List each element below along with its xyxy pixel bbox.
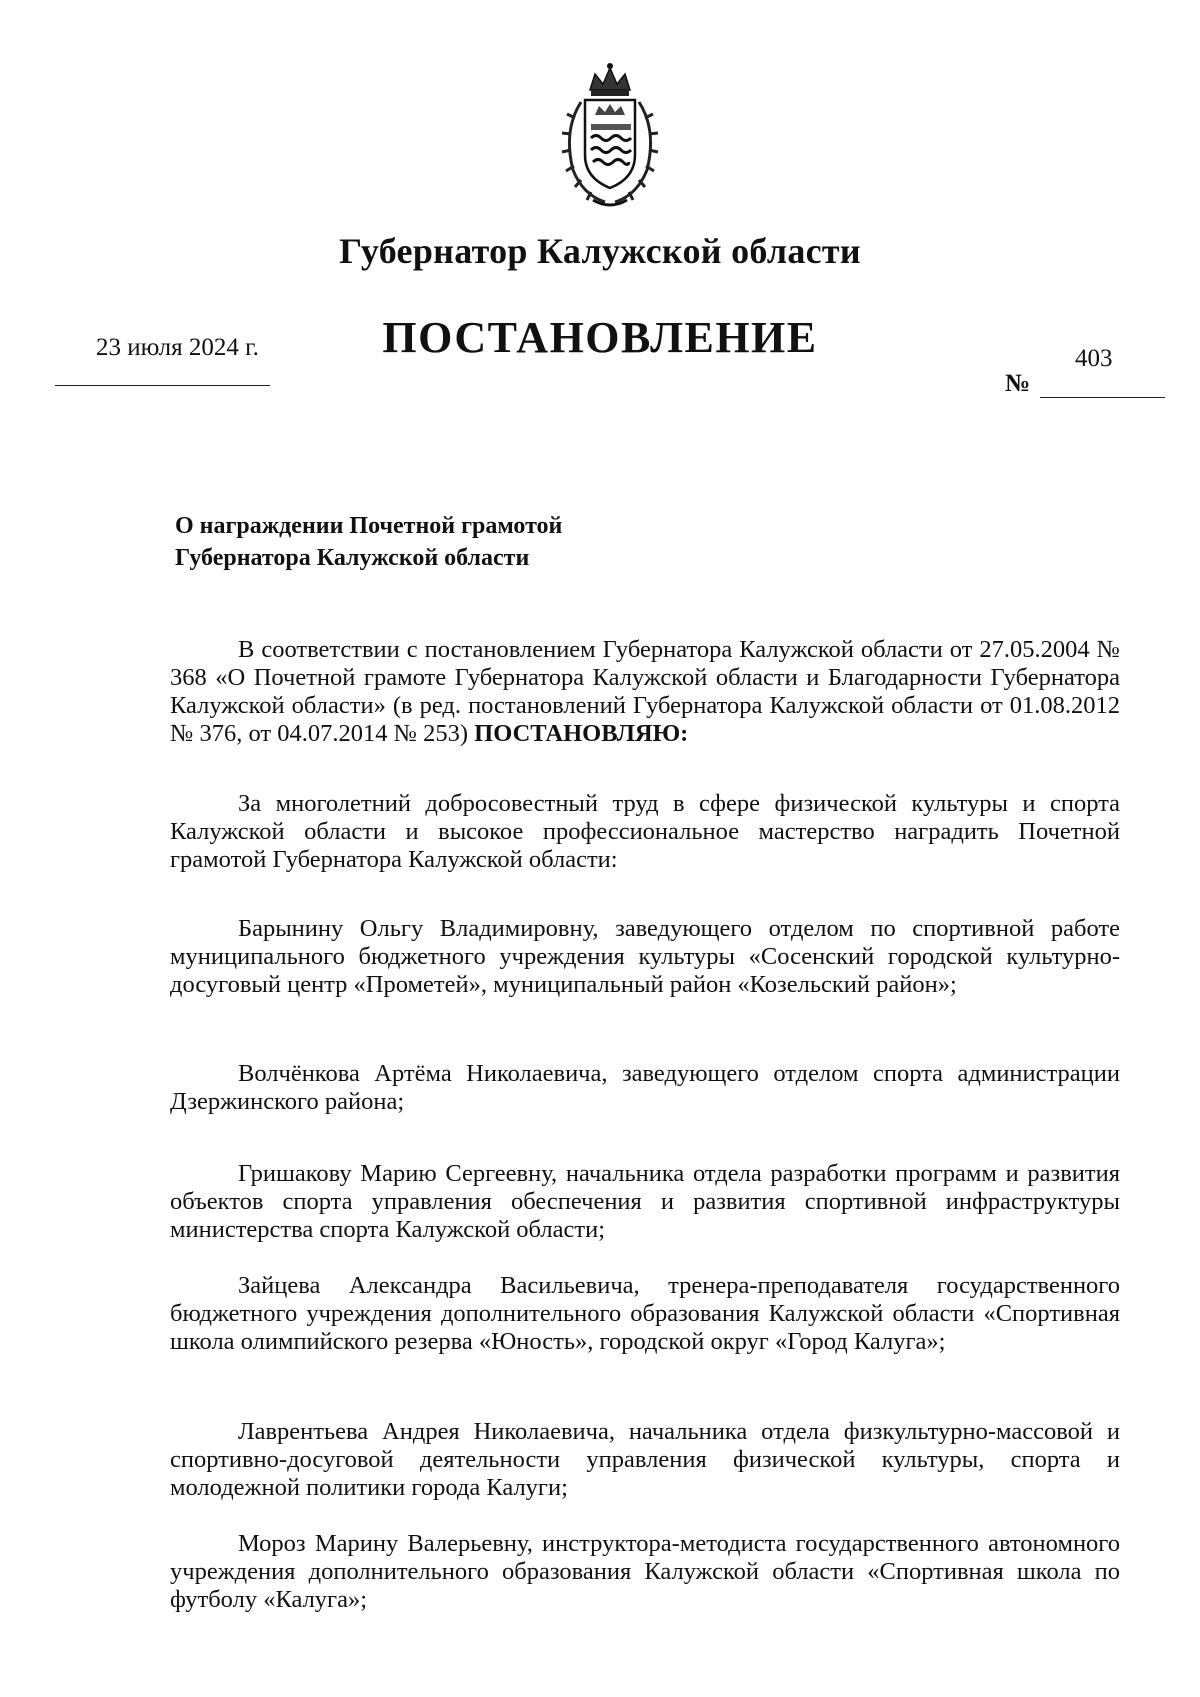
awardee-item: Лаврентьева Андрея Николаевича, начальника отдела физкультурно-массовой и спортивно-досуговой деятельности управления физической культуры, спорта и молодежной политики города Калуги; bbox=[170, 1418, 1120, 1501]
decree-paragraph: За многолетний добросовестный труд в сфере физической культуры и спорта Калужской области и высокое профессиональное мастерство наградить Почетной грамотой Губернатора Калужской области: bbox=[170, 790, 1120, 873]
number-underline bbox=[1040, 397, 1165, 398]
awardee-item: Волчёнкова Артёма Николаевича, заведующего отделом спорта администрации Дзержинского района; bbox=[170, 1060, 1120, 1115]
coat-of-arms-emblem bbox=[555, 60, 665, 210]
preamble-paragraph bbox=[170, 636, 1120, 748]
document-type-heading: ПОСТАНОВЛЕНИЕ bbox=[382, 313, 818, 362]
document-date: 23 июля 2024 г. bbox=[96, 334, 259, 361]
awardee-item: Гришакову Марию Сергеевну, начальника отдела разработки программ и развития объектов спорта управления обеспечения и развития спортивной инфраструктуры министерства спорта Калужской области; bbox=[170, 1160, 1120, 1243]
number-label: № bbox=[1005, 370, 1031, 397]
issuing-authority: Губернатор Калужской области bbox=[339, 231, 861, 271]
awardee-item: Барынину Ольгу Владимировну, заведующего отделом по спортивной работе муниципального бюджетного учреждения культуры «Сосенский городской культурно-досуговый центр «Прометей», муниципальный район «Козельский район»; bbox=[170, 915, 1120, 998]
preamble-text: В соответствии с постановлением Губернатора Калужской области от 27.05.2004 № 368 «О Почетной грамоте Губернатора Калужской области и Благодарности Губернатора Калужской области» (в ред. постановлений Губернатора Калужской области от 01.08.2012 № 376, от 04.07.2014 № 253) bbox=[170, 636, 1120, 747]
document-subject bbox=[175, 510, 775, 574]
subject-line-1: О награждении Почетной грамотой bbox=[175, 513, 563, 539]
awardee-item: Зайцева Александра Васильевича, тренера-преподавателя государственного бюджетного учреждения дополнительного образования Калужской области «Спортивная школа олимпийского резерва «Юность», городской округ «Город Калуга»; bbox=[170, 1272, 1120, 1355]
date-underline bbox=[55, 385, 270, 386]
resolve-keyword: ПОСТАНОВЛЯЮ: bbox=[474, 720, 689, 747]
document-number: 403 bbox=[1075, 345, 1113, 372]
subject-line-2: Губернатора Калужской области bbox=[175, 545, 530, 571]
awardee-item: Мороз Марину Валерьевну, инструктора-методиста государственного автономного учреждения дополнительного образования Калужской области «Спортивная школа по футболу «Калуга»; bbox=[170, 1530, 1120, 1613]
